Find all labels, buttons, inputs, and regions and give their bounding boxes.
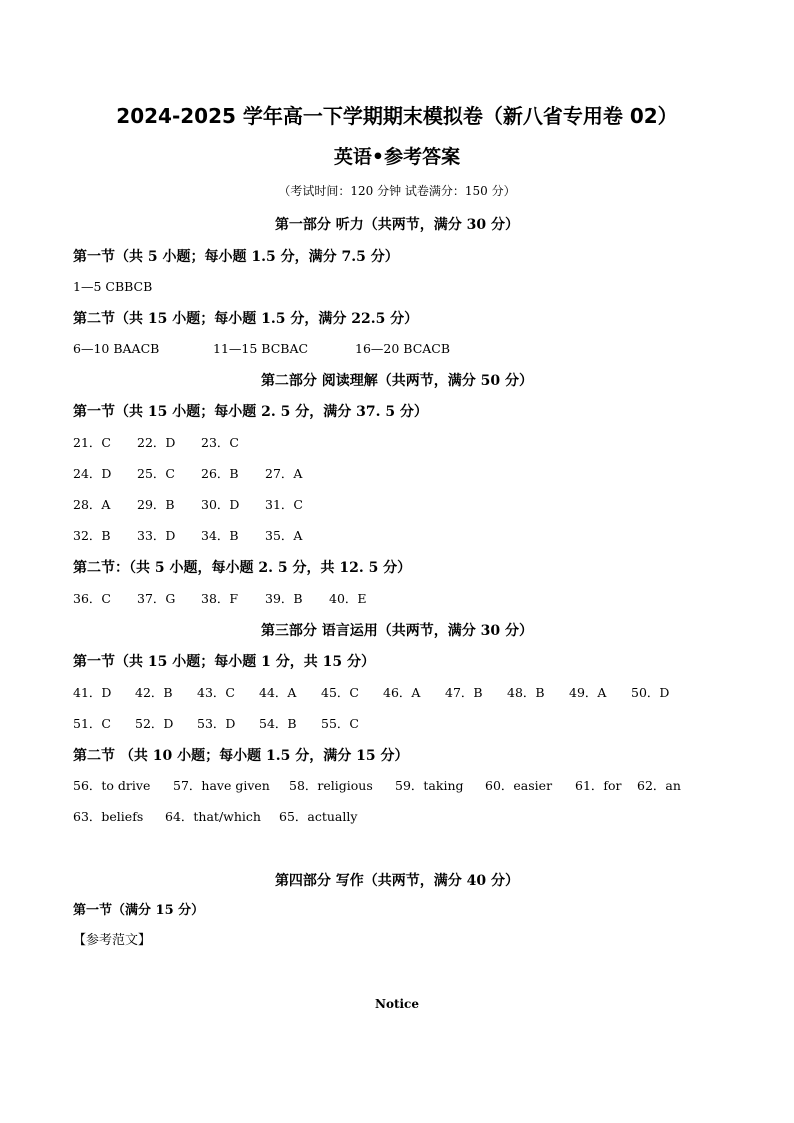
part2-heading: 第二部分 阅读理解（共两节，满分 50 分） — [260, 373, 534, 389]
answer-item: 38．F — [201, 591, 239, 606]
answer-item: 24．D — [73, 466, 112, 481]
answer-item: 50．D — [631, 685, 670, 700]
part4-sec1-heading: 第一节（满分 15 分） — [73, 903, 205, 918]
answer-item: 47．B — [445, 685, 483, 700]
page-subtitle: 英语•参考答案 — [333, 146, 461, 168]
reference-essay-label: 【参考范文】 — [73, 933, 152, 948]
part1-sec2-heading: 第二节（共 15 小题；每小题 1.5 分，满分 22.5 分） — [73, 311, 419, 327]
answer-item: 22．D — [137, 435, 176, 450]
answer-item: 60．easier — [485, 778, 553, 793]
answer-item: 40．E — [329, 591, 367, 606]
answer-item: 44．A — [259, 685, 297, 700]
answer-item: 37．G — [137, 591, 176, 606]
answer-item: 25．C — [137, 466, 175, 481]
part1-sec1-answers: 1—5 CBBCB — [73, 279, 153, 294]
answer-item: 34．B — [201, 528, 239, 543]
answer-item: 51．C — [73, 716, 111, 731]
answer-item: 42．B — [135, 685, 173, 700]
answer-item: 30．D — [201, 497, 240, 512]
part1-heading: 第一部分 听力（共两节，满分 30 分） — [274, 217, 520, 233]
part1-sec2-answers — [73, 343, 450, 356]
answer-item: 36．C — [73, 591, 111, 606]
part3-sec1-heading: 第一节（共 15 小题；每小题 1 分，共 15 分） — [73, 654, 375, 670]
answer-row — [73, 780, 681, 793]
answer-item: 43．C — [197, 685, 235, 700]
answer-item: 53．D — [197, 716, 236, 731]
part1-sec1-heading: 第一节（共 5 小题；每小题 1.5 分，满分 7.5 分） — [73, 249, 399, 265]
answer-item: 54．B — [259, 716, 297, 731]
answer-row — [73, 468, 302, 481]
part3-sec2-heading: 第二节 （共 10 小题；每小题 1.5 分，满分 15 分） — [73, 748, 409, 764]
answer-item: 59．taking — [395, 778, 464, 793]
answer-item: 46．A — [383, 685, 421, 700]
answer-item: 31．C — [265, 497, 303, 512]
answer-item: 21．C — [73, 435, 111, 450]
answer-item: 48．B — [507, 685, 545, 700]
answer-item: 56．to drive — [73, 778, 151, 793]
answer-item: 58．religious — [289, 778, 373, 793]
answer-item: 27．A — [265, 466, 303, 481]
answer-item: 29．B — [137, 497, 175, 512]
part3-heading: 第三部分 语言运用（共两节，满分 30 分） — [260, 623, 534, 639]
answer-item: 65．actually — [279, 809, 358, 824]
answer-row — [73, 687, 669, 700]
answer-item: 55．C — [321, 716, 359, 731]
answer-item: 61．for — [575, 778, 622, 793]
answer-item: 62．an — [637, 778, 681, 793]
answer-item: 33．D — [137, 528, 176, 543]
answer-row — [73, 437, 239, 450]
answer-row — [73, 811, 357, 824]
answer-group: 11—15 BCBAC — [213, 341, 309, 356]
answer-item: 49．A — [569, 685, 607, 700]
part2-sec1-heading: 第一节（共 15 小题；每小题 2. 5 分，满分 37. 5 分） — [73, 404, 428, 420]
answer-item: 35．A — [265, 528, 303, 543]
answer-item: 63．beliefs — [73, 809, 144, 824]
answer-item: 23．C — [201, 435, 239, 450]
answer-item: 39．B — [265, 591, 303, 606]
answer-item: 26．B — [201, 466, 239, 481]
page-title: 2024-2025 学年高一下学期期末模拟卷（新八省专用卷 02） — [116, 104, 678, 128]
part4-heading: 第四部分 写作（共两节，满分 40 分） — [274, 873, 520, 889]
answer-row — [73, 718, 359, 731]
answer-row — [73, 530, 302, 543]
exam-meta: （考试时间：120 分钟 试卷满分：150 分） — [278, 184, 516, 198]
answer-item: 32．B — [73, 528, 111, 543]
answer-item: 52．D — [135, 716, 174, 731]
answer-row — [73, 499, 303, 512]
answer-item: 41．D — [73, 685, 112, 700]
answer-item: 28．A — [73, 497, 111, 512]
part2-sec2-heading: 第二节：（共 5 小题，每小题 2. 5 分，共 12. 5 分） — [73, 560, 412, 576]
answer-group: 6—10 BAACB — [73, 341, 160, 356]
answer-group: 16—20 BCACB — [355, 341, 451, 356]
answer-item: 45．C — [321, 685, 359, 700]
answer-item: 64．that/which — [165, 809, 261, 824]
answer-item: 57．have given — [173, 778, 270, 793]
answer-row — [73, 593, 367, 606]
essay-title: Notice — [374, 997, 419, 1011]
